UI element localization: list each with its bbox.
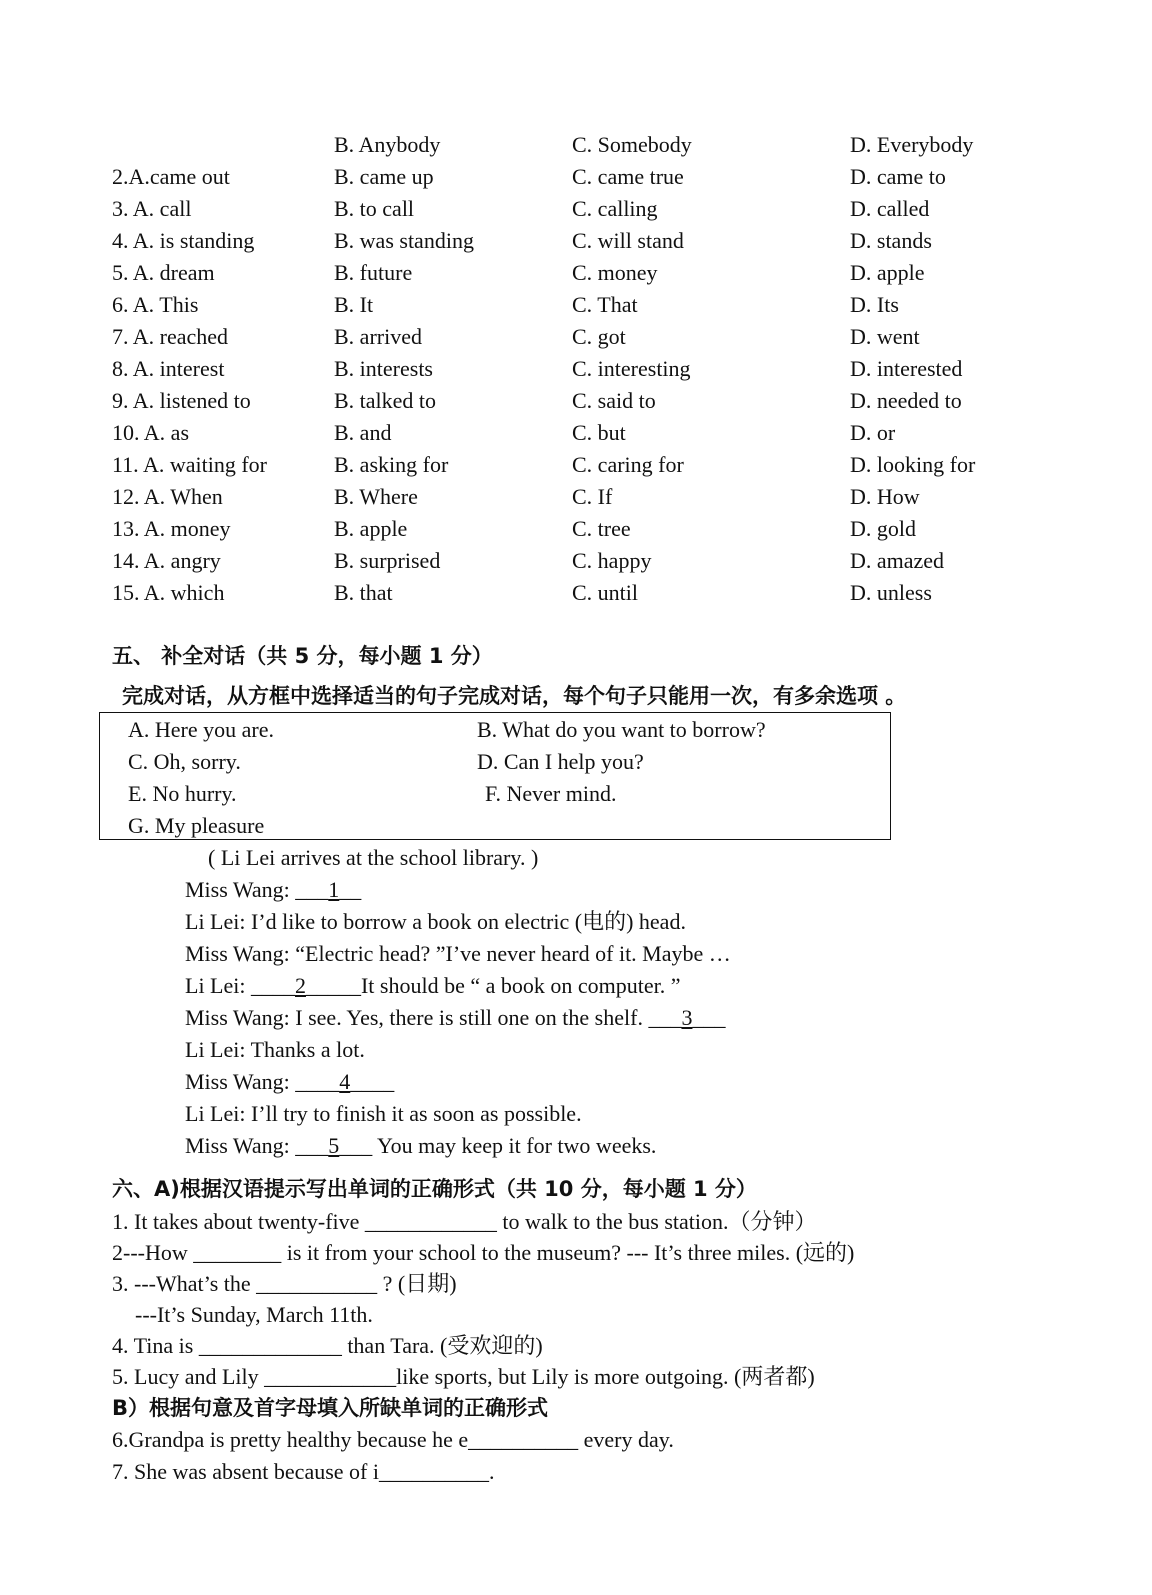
question-1: 1. It takes about twenty-five ____________ to walk to the bus station.（分钟） <box>112 1209 817 1234</box>
question-6: 6.Grandpa is pretty healthy because he e__________ every day. <box>112 1427 674 1452</box>
question-5: 5. Lucy and Lily ____________like sports, but Lily is more outgoing. (两者都) <box>112 1364 815 1389</box>
option-row <box>0 161 1152 193</box>
option-c: C. got <box>572 324 626 349</box>
box-option-g: G. My pleasure <box>128 813 265 838</box>
option-c: C. money <box>572 260 658 285</box>
dialogue-text: ___ You may keep it for two weeks. <box>339 1133 657 1158</box>
option-d: D. stands <box>850 228 932 253</box>
option-a: 12. A. When <box>112 484 223 509</box>
dialogue-text: Miss Wang: ___ <box>185 877 329 902</box>
option-b: B. asking for <box>334 452 449 477</box>
option-d: D. gold <box>850 516 916 541</box>
option-c: C. caring for <box>572 452 684 477</box>
option-row <box>0 321 1152 353</box>
blank-number: 3 <box>681 1005 693 1030</box>
option-d: D. interested <box>850 356 963 381</box>
question-3: 3. ---What’s the ___________ ? (日期) <box>112 1271 457 1296</box>
option-a: 9. A. listened to <box>112 388 251 413</box>
option-row <box>0 193 1152 225</box>
option-a: 15. A. which <box>112 580 225 605</box>
box-option-f: F. Never mind. <box>485 781 617 806</box>
option-d: D. or <box>850 420 896 445</box>
option-a: 4. A. is standing <box>112 228 255 253</box>
dialogue-text: _____It should be “ a book on computer. ” <box>305 973 681 998</box>
dialogue-line-8: Li Lei: I’ll try to finish it as soon as possible. <box>185 1101 582 1126</box>
option-c: C. Somebody <box>572 132 692 157</box>
dialogue-line-6: Li Lei: Thanks a lot. <box>185 1037 365 1062</box>
section6-title: 六、A)根据汉语提示写出单词的正确形式（共 10 分，每小题 1 分） <box>112 1177 757 1201</box>
option-b: B. was standing <box>334 228 474 253</box>
option-d: D. unless <box>850 580 932 605</box>
option-d: D. looking for <box>850 452 976 477</box>
dialogue-line-9 <box>185 1130 656 1162</box>
option-row <box>0 353 1152 385</box>
question-3-answer: ---It’s Sunday, March 11th. <box>135 1302 373 1327</box>
option-row <box>0 385 1152 417</box>
dialogue-text: __ <box>339 877 362 902</box>
option-d: D. How <box>850 484 920 509</box>
option-d: D. apple <box>850 260 925 285</box>
box-option-e: E. No hurry. <box>128 781 237 806</box>
option-b: B. to call <box>334 196 415 221</box>
option-b: B. future <box>334 260 413 285</box>
option-b: B. It <box>334 292 374 317</box>
option-row <box>0 257 1152 289</box>
section5-title: 五、 补全对话（共 5 分，每小题 1 分） <box>112 644 493 668</box>
dialogue-text: Miss Wang: ____ <box>185 1069 340 1094</box>
option-c: C. came true <box>572 164 684 189</box>
option-b: B. interests <box>334 356 433 381</box>
box-option-c: C. Oh, sorry. <box>128 749 241 774</box>
option-b: B. that <box>334 580 393 605</box>
question-2: 2---How ________ is it from your school to the museum? --- It’s three miles. (远的) <box>112 1240 855 1265</box>
section6b-title: B）根据句意及首字母填入所缺单词的正确形式 <box>112 1396 549 1420</box>
box-option-a: A. Here you are. <box>128 717 274 742</box>
option-b: B. Where <box>334 484 418 509</box>
option-row <box>0 513 1152 545</box>
blank-number: 2 <box>294 973 306 998</box>
option-a: 10. A. as <box>112 420 189 445</box>
option-row <box>0 481 1152 513</box>
dialogue-text: ____ <box>350 1069 395 1094</box>
question-4: 4. Tina is _____________ than Tara. (受欢迎的) <box>112 1333 543 1358</box>
option-d: D. went <box>850 324 920 349</box>
option-b: B. arrived <box>334 324 422 349</box>
option-b: B. surprised <box>334 548 441 573</box>
section5-instruction: 完成对话，从方框中选择适当的句子完成对话，每个句子只能用一次，有多余选项 。 <box>122 684 907 708</box>
blank-number: 4 <box>339 1069 351 1094</box>
option-c: C. said to <box>572 388 656 413</box>
option-c: C. but <box>572 420 626 445</box>
dialogue-text: Miss Wang: ___ <box>185 1133 329 1158</box>
option-row <box>0 545 1152 577</box>
dialogue-text: ___ <box>692 1005 726 1030</box>
option-d: D. came to <box>850 164 946 189</box>
blank-number: 5 <box>328 1133 340 1158</box>
option-d: D. amazed <box>850 548 945 573</box>
option-row <box>0 449 1152 481</box>
option-a: 3. A. call <box>112 196 192 221</box>
dialogue-text: Miss Wang: I see. Yes, there is still one on the shelf. ___ <box>185 1005 682 1030</box>
box-option-b: B. What do you want to borrow? <box>477 717 766 742</box>
option-c: C. tree <box>572 516 631 541</box>
option-d: D. needed to <box>850 388 962 413</box>
option-c: C. calling <box>572 196 658 221</box>
option-b: B. apple <box>334 516 408 541</box>
option-a: 8. A. interest <box>112 356 225 381</box>
option-b: B. came up <box>334 164 434 189</box>
dialogue-line-4 <box>185 970 681 1002</box>
option-c: C. will stand <box>572 228 684 253</box>
dialogue-line-1 <box>185 874 361 906</box>
option-row <box>0 577 1152 609</box>
option-a: 6. A. This <box>112 292 199 317</box>
dialogue-line-3: Miss Wang: “Electric head? ”I’ve never heard of it. Maybe … <box>185 941 731 966</box>
option-b: B. Anybody <box>334 132 441 157</box>
dialogue-line-7 <box>185 1066 394 1098</box>
option-c: C. If <box>572 484 613 509</box>
option-a: 7. A. reached <box>112 324 229 349</box>
option-c: C. happy <box>572 548 652 573</box>
blank-number: 1 <box>328 877 340 902</box>
stage-direction: ( Li Lei arrives at the school library. ) <box>208 845 539 870</box>
option-b: B. talked to <box>334 388 437 413</box>
dialogue-text: Li Lei: ____ <box>185 973 295 998</box>
option-c: C. until <box>572 580 639 605</box>
option-row <box>0 289 1152 321</box>
option-d: D. Everybody <box>850 132 974 157</box>
option-a: 5. A. dream <box>112 260 215 285</box>
option-a: 13. A. money <box>112 516 231 541</box>
option-a: 2.A.came out <box>112 164 230 189</box>
option-d: D. called <box>850 196 930 221</box>
option-a: 11. A. waiting for <box>112 452 267 477</box>
question-7: 7. She was absent because of i__________. <box>112 1459 495 1484</box>
box-option-d: D. Can I help you? <box>477 749 644 774</box>
option-row <box>0 417 1152 449</box>
option-c: C. That <box>572 292 638 317</box>
dialogue-line-5 <box>185 1002 725 1034</box>
option-a: 14. A. angry <box>112 548 221 573</box>
option-row <box>0 225 1152 257</box>
dialogue-line-2: Li Lei: I’d like to borrow a book on electric (电的) head. <box>185 909 686 934</box>
option-d: D. Its <box>850 292 899 317</box>
option-b: B. and <box>334 420 392 445</box>
option-row <box>0 129 1152 161</box>
option-c: C. interesting <box>572 356 691 381</box>
